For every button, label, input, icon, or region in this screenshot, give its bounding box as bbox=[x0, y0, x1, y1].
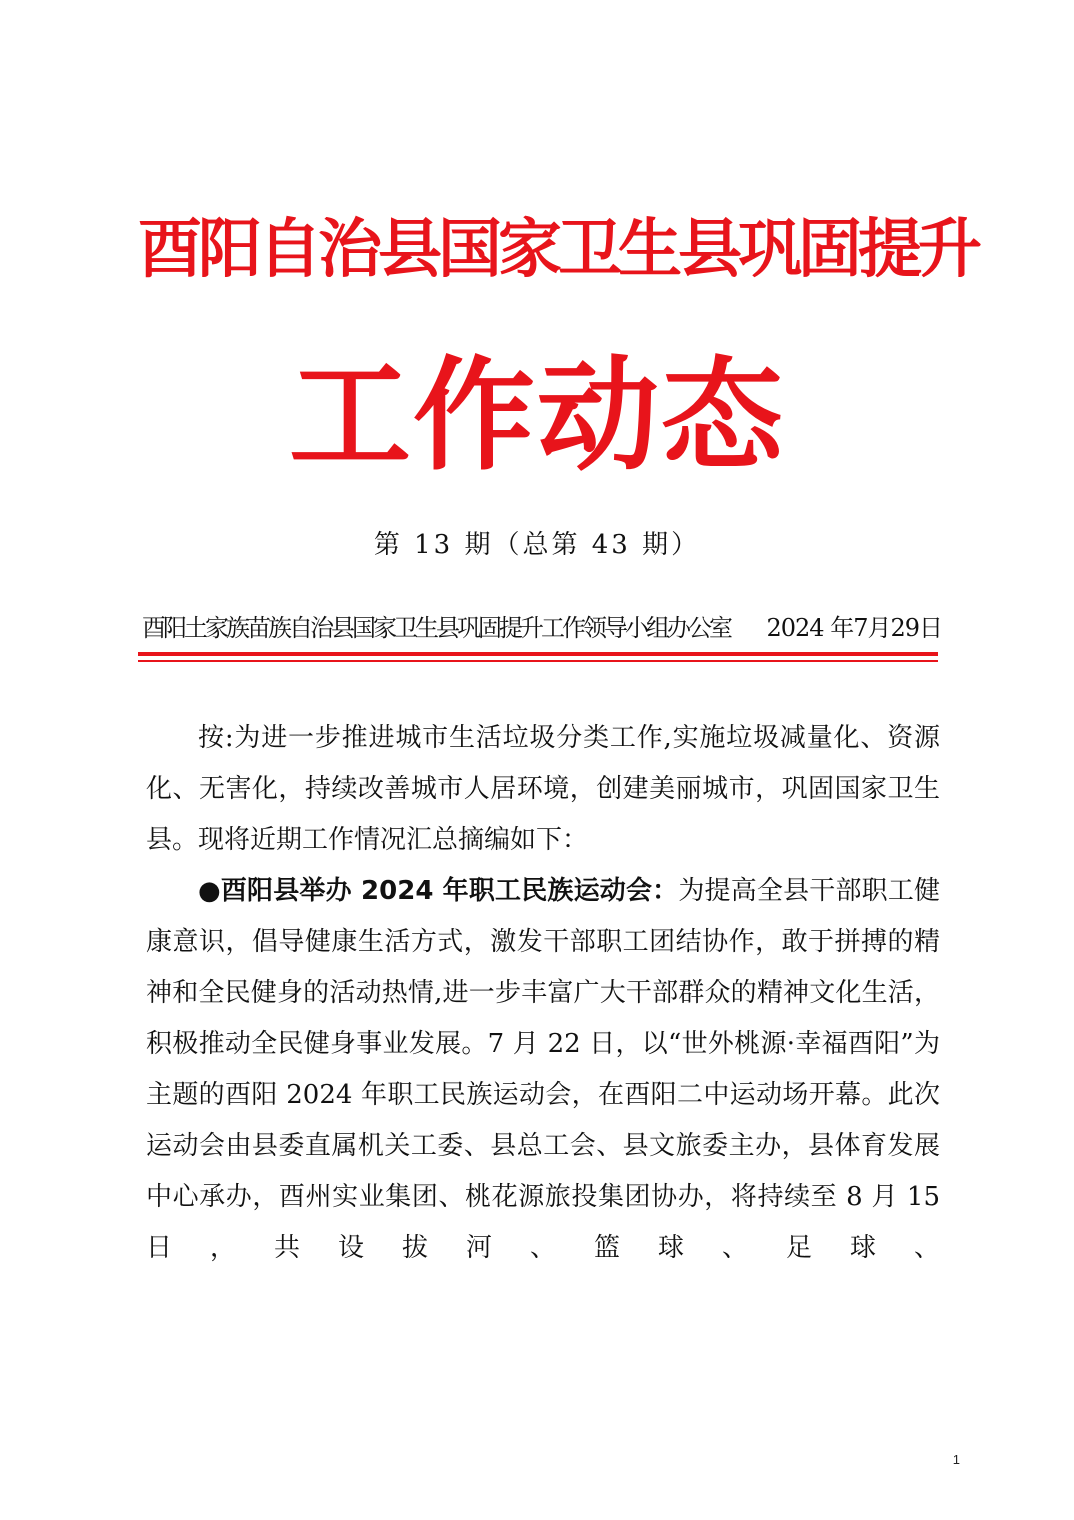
issuing-office-line bbox=[142, 608, 942, 648]
news-item-heading: 酉阳县举办 2024 年职工民族运动会： bbox=[220, 876, 679, 906]
masthead-subtitle: 工作动态 bbox=[289, 343, 785, 487]
red-divider-thin bbox=[138, 660, 938, 662]
masthead-title: 酉阳自治县国家卫生县巩固提升 bbox=[138, 212, 978, 287]
page-number: 1 bbox=[952, 1452, 960, 1467]
news-item-text: 为提高全县干部职工健康意识，倡导健康生活方式，激发干部职工团结协作，敢于拼搏的精神和全民健身的活动热情,进一步丰富广大干部群众的精神文化生活，积极推动全民健身事业发展。7 月 22 日，以“世外桃源·幸福酉阳”为主题的酉阳 2024 年职工民族运动会，在酉阳二中运动场开幕。此次运动会由县委直属机关工委、县总工会、县文旅委主办，县体育发展中心承办，酉州实业集团、桃花源旅投集团协办，将持续至 8 月 15 日，共设拔河、篮球、足球、 bbox=[146, 876, 940, 1263]
issuing-office: 酉阳土家族苗族自治县国家卫生县巩固提升工作领导小组办公室 bbox=[142, 614, 730, 642]
document-body bbox=[146, 713, 940, 1274]
bullet-icon: ● bbox=[198, 876, 221, 906]
news-item-paragraph bbox=[146, 866, 940, 1274]
issue-date: 2024 年7月29日 bbox=[766, 614, 942, 642]
intro-paragraph: 按:为进一步推进城市生活垃圾分类工作,实施垃圾减量化、资源化、无害化，持续改善城市人居环境，创建美丽城市，巩固国家卫生县。现将近期工作情况汇总摘编如下： bbox=[146, 723, 940, 855]
issue-number: 第 13 期（总第 43 期） bbox=[373, 530, 701, 560]
red-divider-thick bbox=[138, 652, 938, 656]
